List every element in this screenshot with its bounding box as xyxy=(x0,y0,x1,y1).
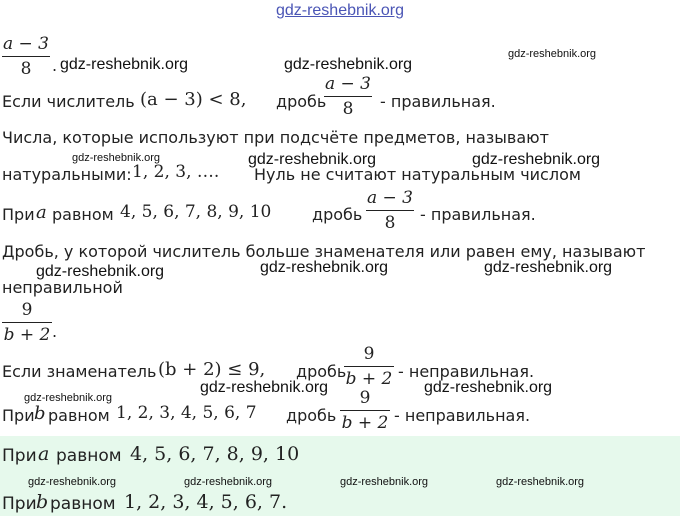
text-when: При xyxy=(2,406,35,425)
math-var-a: a xyxy=(36,202,47,223)
fraction-denominator: 8 xyxy=(20,59,32,79)
fraction-numerator: a − 3 xyxy=(2,34,49,54)
watermark: gdz-reshebnik.org xyxy=(508,48,597,60)
text-proper: - правильная. xyxy=(420,205,536,224)
math-natural-list: 1, 2, 3, …. xyxy=(132,162,220,182)
fraction-9-over-b-plus-2 xyxy=(344,344,394,389)
fraction-a-minus-3-over-8 xyxy=(324,74,372,119)
answer-b-when: При xyxy=(2,494,37,514)
answer-b-equal: равном xyxy=(50,494,116,514)
fraction-bar xyxy=(2,56,50,57)
fraction-a-minus-3-over-8 xyxy=(366,188,414,233)
math-var-b: b xyxy=(34,403,46,424)
answer-b-values: 1, 2, 3, 4, 5, 6, 7. xyxy=(124,491,288,513)
answer-a-equal: равном xyxy=(56,446,122,466)
period: . xyxy=(52,56,58,75)
text-if-denominator: Если знаменатель xyxy=(2,362,157,381)
text-equal-to: равном xyxy=(52,205,114,224)
watermark: gdz-reshebnik.org xyxy=(340,476,429,488)
answer-a-values: 4, 5, 6, 7, 8, 9, 10 xyxy=(130,443,300,465)
fraction-numerator: 9 xyxy=(359,388,371,408)
fraction-numerator: a − 3 xyxy=(324,74,371,94)
fraction-numerator: a − 3 xyxy=(366,188,413,208)
text-fraction-word: дробь xyxy=(286,406,337,425)
text-fraction-word: дробь xyxy=(312,205,363,224)
watermark: gdz-reshebnik.org xyxy=(472,151,601,168)
text-if-numerator: Если числитель xyxy=(2,92,135,111)
text-proper: - правильная. xyxy=(380,92,496,111)
watermark: gdz-reshebnik.org xyxy=(284,56,413,73)
watermark: gdz-reshebnik.org xyxy=(36,263,165,280)
period: . xyxy=(52,322,58,341)
fraction-a-minus-3-over-8 xyxy=(2,34,50,79)
fraction-denominator: b + 2 xyxy=(345,369,393,389)
fraction-bar xyxy=(324,96,372,97)
answer-b-var: b xyxy=(36,491,49,513)
site-link[interactable]: gdz-reshebnik.org xyxy=(275,2,405,19)
watermark: gdz-reshebnik.org xyxy=(184,476,273,488)
watermark: gdz-reshebnik.org xyxy=(424,379,553,396)
watermark: gdz-reshebnik.org xyxy=(484,259,613,276)
answer-a-when: При xyxy=(2,446,37,466)
fraction-bar xyxy=(340,410,390,411)
text-improper: неправильной xyxy=(2,278,123,297)
math-inequality: (b + 2) ≤ 9, xyxy=(158,359,266,380)
text-fraction-word: дробь xyxy=(276,92,327,111)
fraction-denominator: 8 xyxy=(342,99,354,119)
fraction-bar xyxy=(344,366,394,367)
math-a-values: 4, 5, 6, 7, 8, 9, 10 xyxy=(120,202,272,222)
text-equal-to: равном xyxy=(48,406,110,425)
watermark: gdz-reshebnik.org xyxy=(496,476,585,488)
text-when: При xyxy=(2,205,35,224)
fraction-numerator: 9 xyxy=(363,344,375,364)
watermark: gdz-reshebnik.org xyxy=(60,56,189,73)
watermark: gdz-reshebnik.org xyxy=(24,392,113,404)
fraction-bar xyxy=(2,322,52,323)
fraction-9-over-b-plus-2 xyxy=(2,300,52,345)
fraction-denominator: b + 2 xyxy=(341,413,389,433)
text-zero-note: Нуль не считают натуральным числом xyxy=(254,165,581,184)
text-improper-end: - неправильная. xyxy=(394,406,531,425)
fraction-denominator: 8 xyxy=(384,213,396,233)
answer-a-var: a xyxy=(38,443,50,465)
fraction-bar xyxy=(366,210,414,211)
fraction-numerator: 9 xyxy=(21,300,33,320)
text-fraction-word: дробь xyxy=(296,362,347,381)
text-natural-definition: Числа, которые используют при подсчёте предметов, называют xyxy=(2,128,549,147)
watermark: gdz-reshebnik.org xyxy=(72,152,161,164)
fraction-denominator: b + 2 xyxy=(3,325,51,345)
watermark: gdz-reshebnik.org xyxy=(260,259,389,276)
text-improper-definition: Дробь, у которой числитель больше знаменателя или равен ему, называют xyxy=(2,242,646,261)
math-b-values: 1, 2, 3, 4, 5, 6, 7 xyxy=(116,403,257,423)
math-inequality: (a − 3) < 8, xyxy=(140,89,247,110)
fraction-9-over-b-plus-2 xyxy=(340,388,390,433)
text-natural: натуральными: xyxy=(2,165,132,184)
watermark: gdz-reshebnik.org xyxy=(248,151,377,168)
watermark: gdz-reshebnik.org xyxy=(200,379,329,396)
watermark: gdz-reshebnik.org xyxy=(28,476,117,488)
text-improper-end: - неправильная. xyxy=(398,362,535,381)
